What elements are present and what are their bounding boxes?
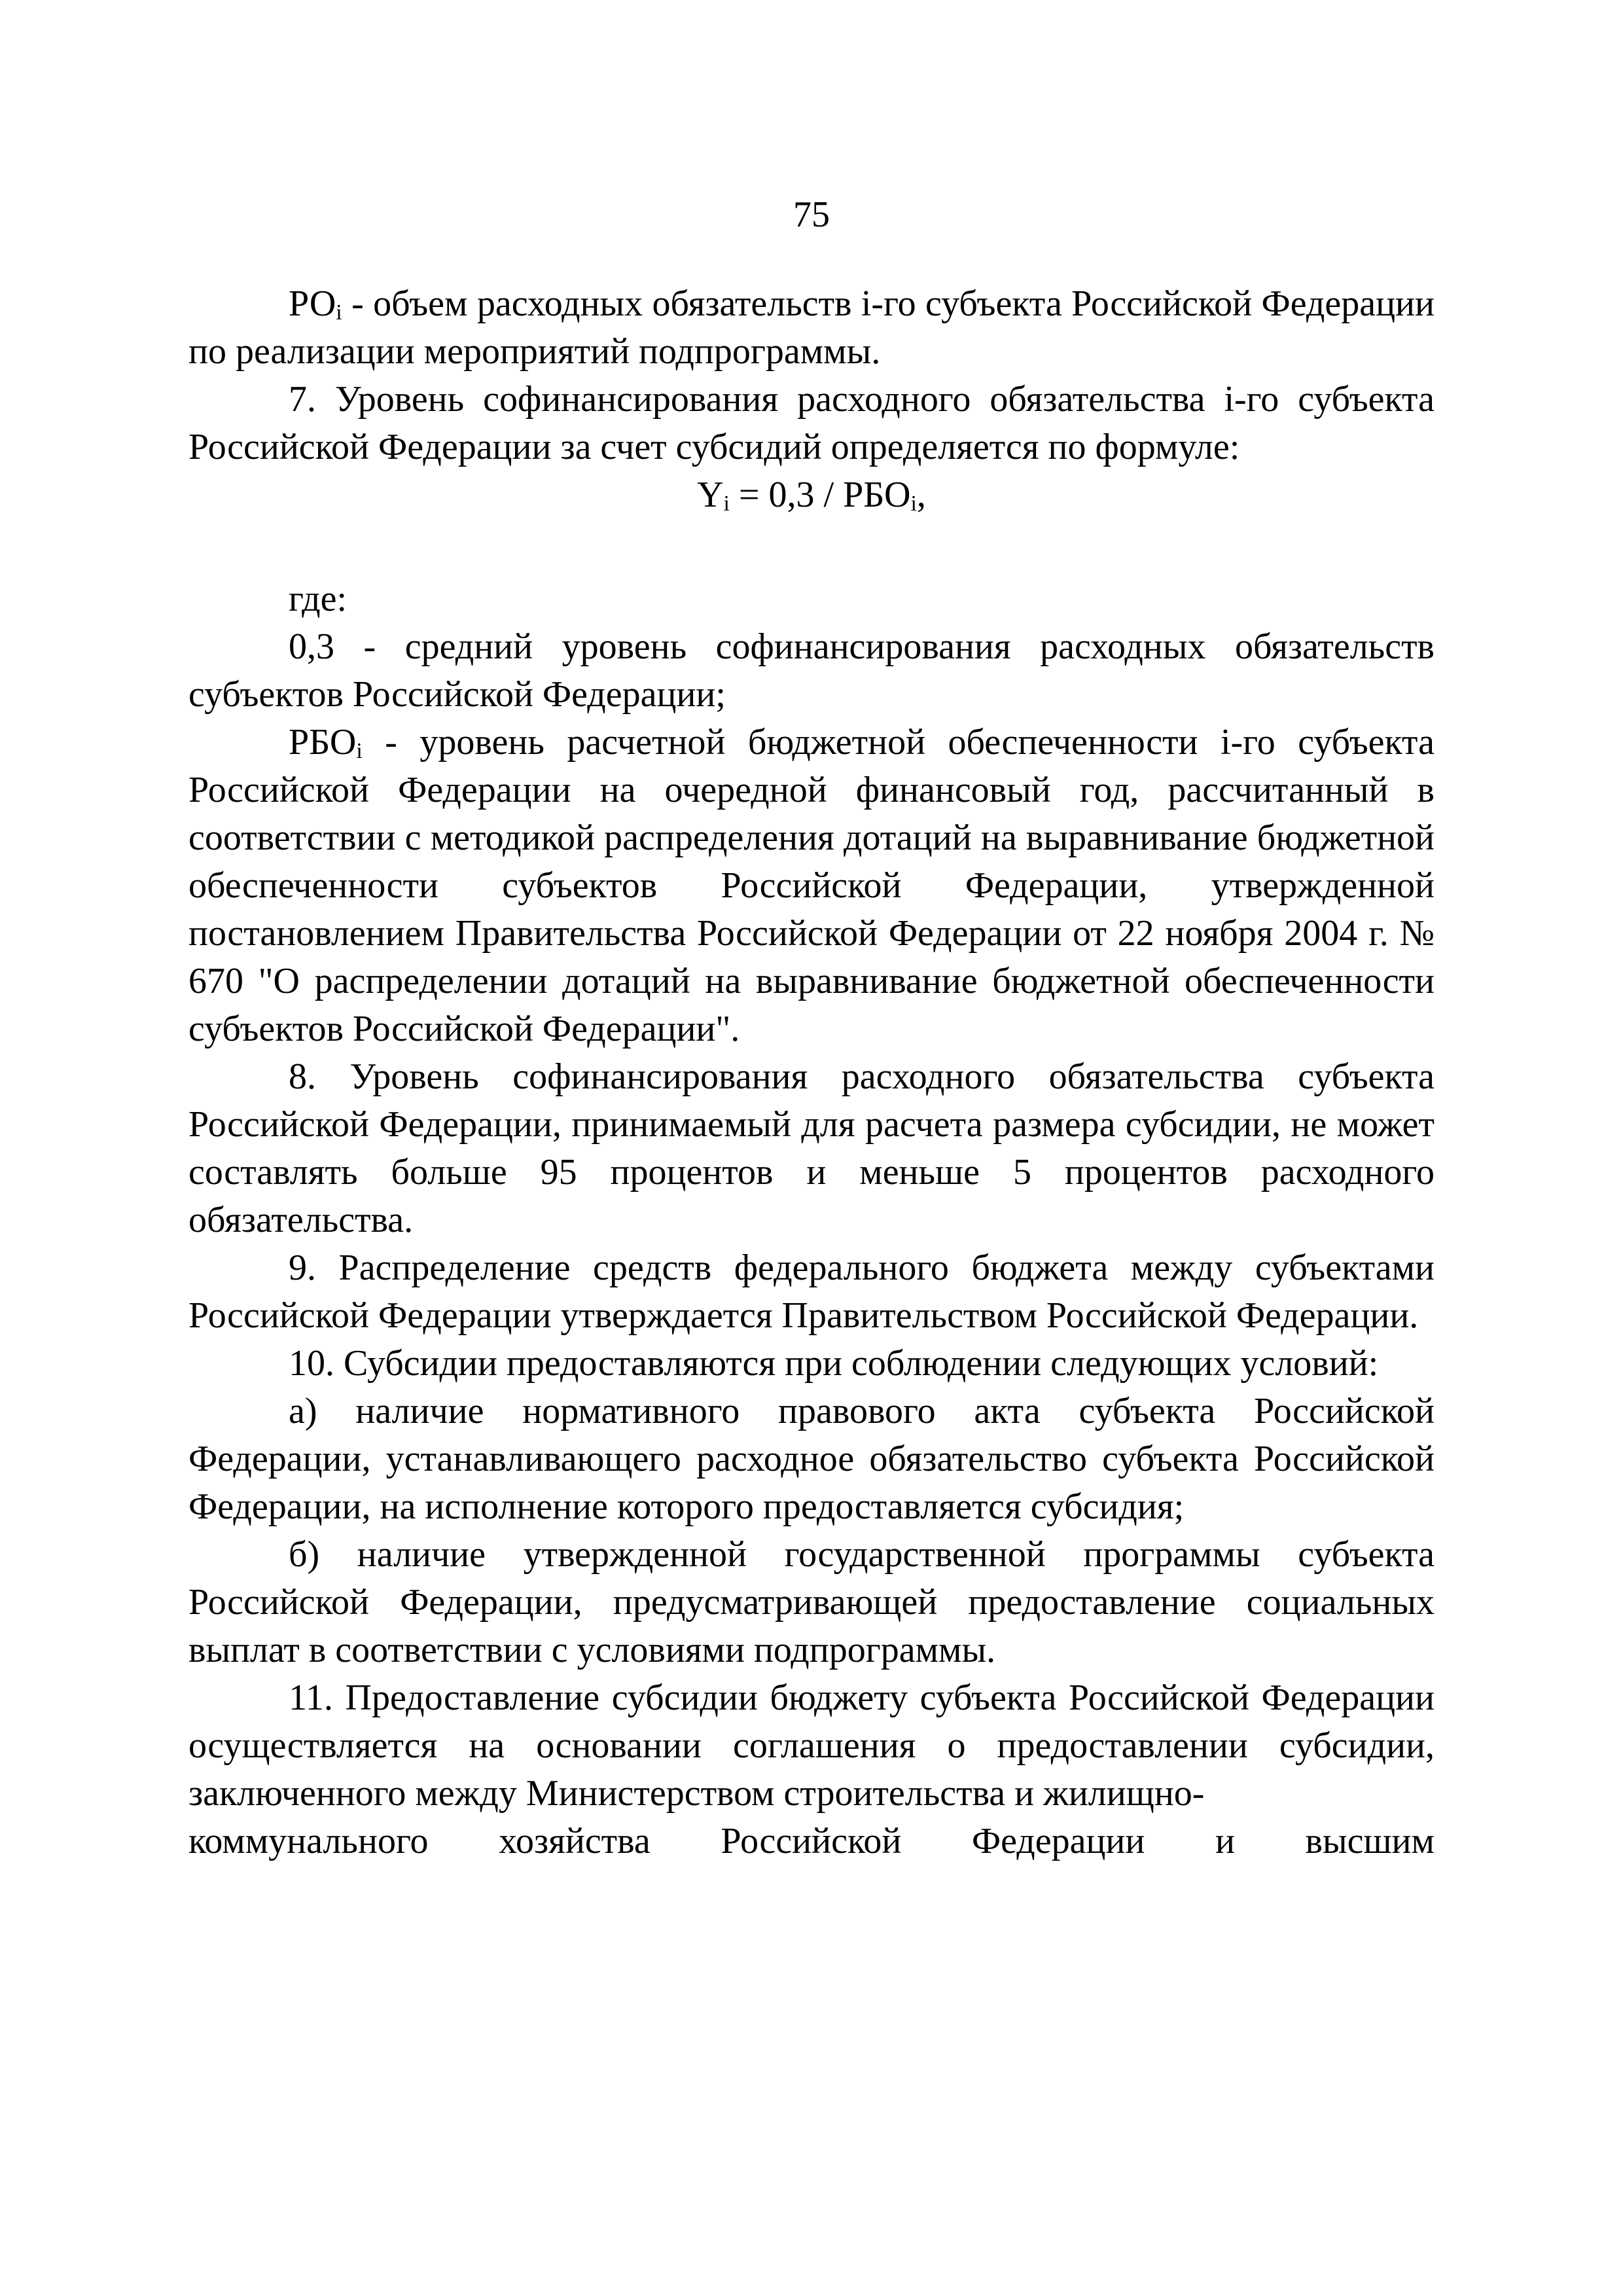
paragraph-10: 10. Субсидии предоставляются при соблюдении следующих условий: xyxy=(289,1343,1379,1384)
paragraph-11: 11. Предоставление субсидии бюджету субъекта Российской Федерации осуществляется на основании соглашения о предоставлении субсидии, заключенного между Министерством строительства и жилищно- xyxy=(188,1677,1435,1814)
formula-lhs: Y xyxy=(697,475,724,515)
paragraph-11-last-line xyxy=(188,1818,1435,1865)
rbo-symbol: РБО xyxy=(289,722,357,762)
paragraph-7: 7. Уровень софинансирования расходного обязательства i-го субъекта Российской Федерации за счет субсидий определяется по формуле: xyxy=(188,379,1435,467)
last-line-word: коммунального xyxy=(188,1821,429,1861)
last-line-word: Российской xyxy=(721,1821,902,1861)
paragraph-10b: б) наличие утвержденной государственной программы субъекта Российской Федерации, предусматривающей предоставление социальных выплат в соответствии с условиями подпрограммы. xyxy=(188,1534,1435,1670)
paragraph-rbo-definition xyxy=(188,719,1435,1053)
paragraph-coefficient-definition: 0,3 - средний уровень софинансирования расходных обязательств субъектов Российской Федерации; xyxy=(188,626,1435,715)
last-line-word: Федерации xyxy=(971,1821,1145,1861)
where-label: где: xyxy=(289,579,348,619)
page-number: 75 xyxy=(793,194,830,235)
last-line-word: и xyxy=(1215,1821,1235,1861)
ro-subscript: i xyxy=(336,300,342,325)
paragraph-ro-definition xyxy=(188,280,1435,376)
paragraph-10a: а) наличие нормативного правового акта субъекта Российской Федерации, устанавливающего расходное обязательство субъекта Российской Федерации, на исполнение которого предоставляется субсидия; xyxy=(188,1391,1435,1527)
ro-definition-text: - объем расходных обязательств i-го субъекта Российской Федерации по реализации мероприятий подпрограммы. xyxy=(188,283,1435,372)
formula-end: , xyxy=(916,475,926,515)
document-body xyxy=(188,280,1435,1865)
last-line-word: высшим xyxy=(1305,1821,1435,1861)
rbo-subscript: i xyxy=(356,739,363,763)
formula xyxy=(188,471,1435,519)
last-line-word: хозяйства xyxy=(499,1821,651,1861)
formula-middle: = 0,3 / РБО xyxy=(729,475,911,515)
rbo-definition-text: - уровень расчетной бюджетной обеспеченности i-го субъекта Российской Федерации на очередной финансовый год, рассчитанный в соответствии с методикой распределения дотаций на выравнивание бюджетной обеспеченности субъектов Российской Федерации, утвержденной постановлением Правительства Российской Федерации от 22 ноября 2004 г. № 670 "О распределении дотаций на выравнивание бюджетной обеспеченности субъектов Российской Федерации". xyxy=(188,722,1435,1049)
paragraph-9: 9. Распределение средств федерального бюджета между субъектами Российской Федерации утверждается Правительством Российской Федерации. xyxy=(188,1247,1435,1336)
ro-symbol: РО xyxy=(289,283,336,324)
paragraph-8: 8. Уровень софинансирования расходного обязательства субъекта Российской Федерации, принимаемый для расчета размера субсидии, не может составлять больше 95 процентов и меньше 5 процентов расходного обязательства. xyxy=(188,1056,1435,1240)
formula-lhs-subscript: i xyxy=(723,492,730,516)
formula-rhs-subscript: i xyxy=(910,492,917,516)
